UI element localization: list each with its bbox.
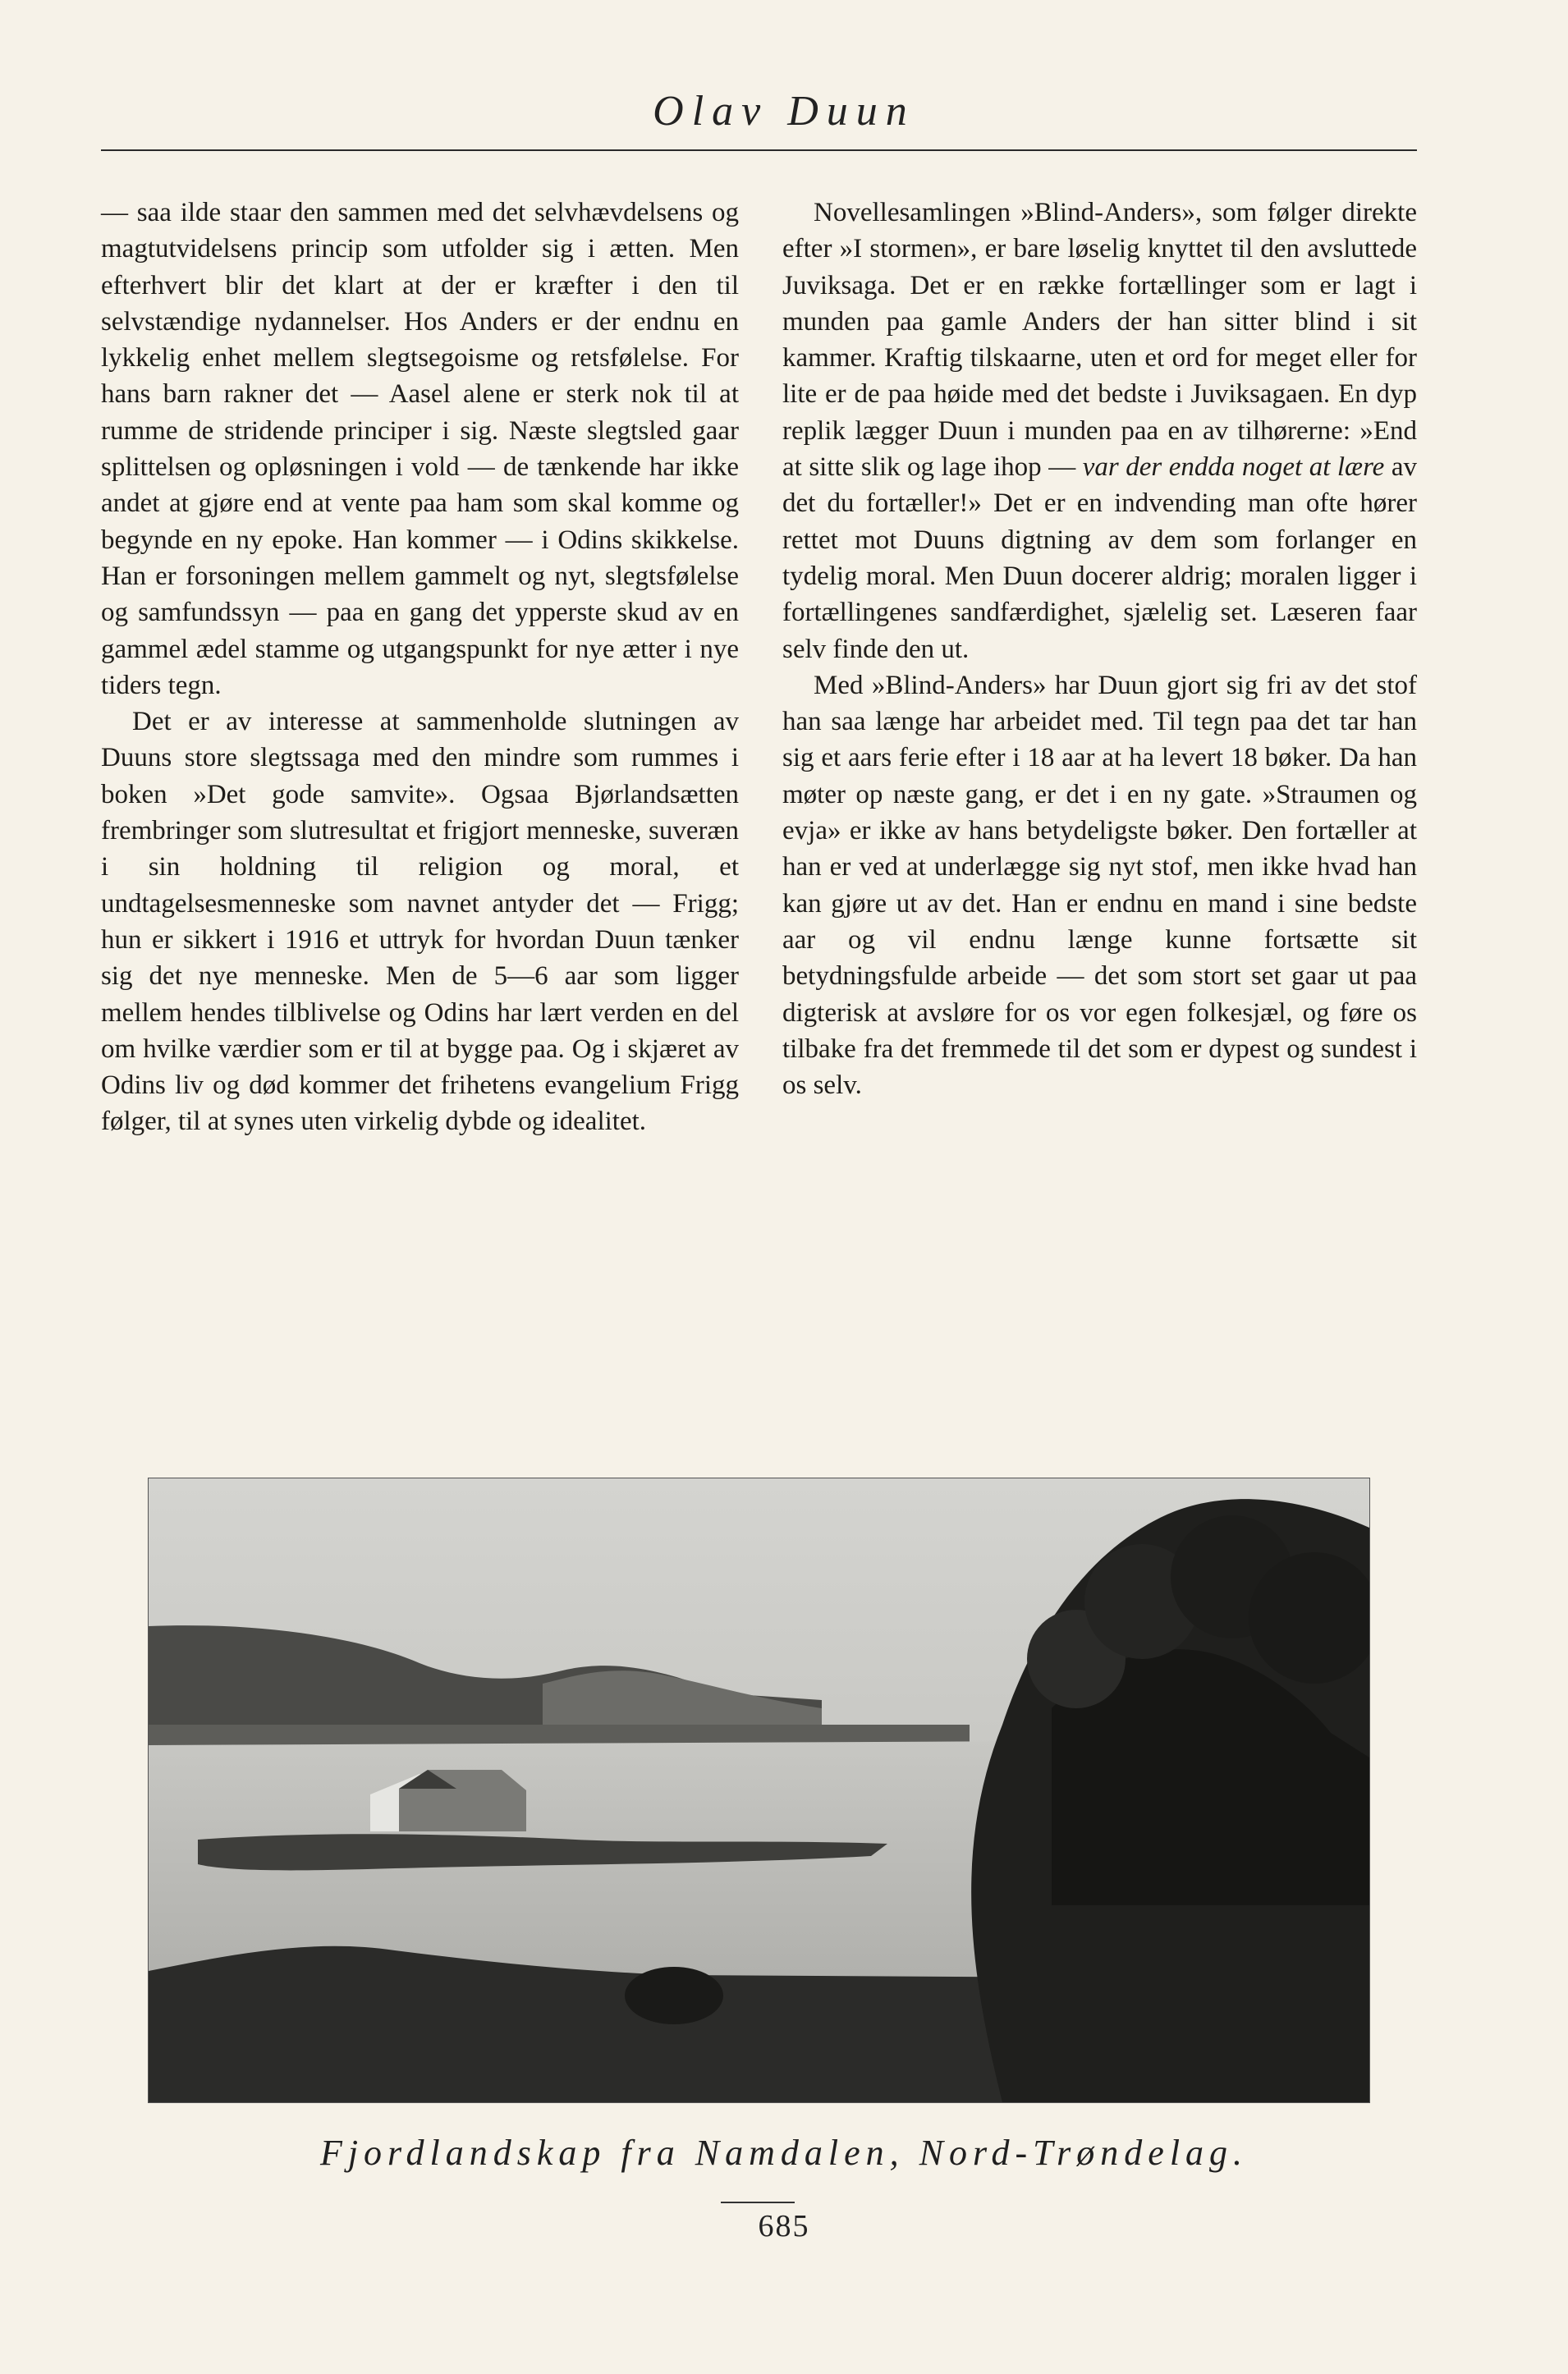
paragraph: Med »Blind-Anders» har Duun gjort sig fri av det stof han saa længe har arbeidet med. Til tegn paa det tar han sig et aars ferie efter i 18 aar at ha levert 18 bøker. Da han møter op næste gang, er det i en ny gate. »Straumen og evja» er ikke av hans betydeligste bøker. Den fortæller at han er ved at underlægge sig nyt stof, men ikke hvad han kan gjøre ut av det. Han er endnu en mand i sine bedste aar og vil endnu længe kunne fortsætte sit betydningsfulde arbeide — det som stort set gaar ut paa digterisk at avsløre for os vor egen folkesjæl, og føre os tilbake fra det fremmede til det som er dypest og sundest i os selv.	[782, 670, 1417, 1101]
left-column	[101, 195, 739, 1140]
paragraph-text: Novellesamlingen »Blind-Anders», som følger direkte efter »I stormen», er bare løselig knyttet til den avsluttede Juviksaga. Det er en række fortællinger som er lagt i munden paa gamle Anders der han sitter blind i sit kammer. Kraftig tilskaarne, uten et ord for meget eller for lite er de paa høide med det bedste i Juviksagaen. En dyp replik lægger Duun i munden paa en av tilhørerne: »End at sitte slik og lage ihop —	[782, 198, 1417, 483]
header-rule	[101, 149, 1417, 151]
paragraph: — saa ilde staar den sammen med det selvhævdelsens og magtutvidelsens princip som utfolder sig i ætten. Men efterhvert blir det klart at der er kræfter i den til selvstændige nydannelser. Hos Anders er der endnu en lykkelig enhet mellem slegtsegoisme og retsfølelse. For hans barn rakner det — Aasel alene er sterk nok til at rumme de stridende principer i sig. Næste slegtsled gaar splittelsen og opløsningen i vold — de tænkende har ikke andet at gjøre end at vente paa ham som skal komme og begynde en ny epoke. Han kommer — i Odins skikkelse. Han er forsoningen mellem gammelt og nyt, slegtsfølelse og samfundssyn — paa en gang det ypperste skud av en gammel ædel stamme og utgangspunkt for nye ætter i nye tiders tegn.	[101, 198, 739, 700]
fjord-landscape-illustration	[149, 1478, 1369, 2102]
paragraph-text: av det du fortæller!» Det er en indvending man ofte hører rettet mot Duuns digtning av dem som forlanger en tydelig moral. Men Duun docerer aldrig; moralen ligger i fortællingenes sandfærdighet, sjælelig set. Læseren faar selv finde den ut.	[782, 452, 1418, 664]
fjord-photograph	[148, 1478, 1370, 2103]
italic-quote: var der endda noget at lære	[1082, 452, 1385, 483]
paragraph: Det er av interesse at sammenholde slutningen av Duuns store slegtssaga med den mindre som rummes i boken »Det gode samvite». Ogsaa Bjørlandsætten frembringer som slutresultat et frigjort menneske, suveræn i sin holdning til religion og moral, et undtagelsesmenneske som navnet antyder det — Frigg; hun er sikkert i 1916 et uttryk for hvordan Duun tænker sig det nye menneske. Men de 5—6 aar som ligger mellem hendes tilblivelse og Odins har lært verden en del om hvilke værdier som er til at bygge paa. Og i skjæret av Odins liv og død kommer det frihetens evangelium Frigg følger, til at synes uten virkelig dybde og idealitet.	[101, 707, 739, 1137]
figure-caption: Fjordlandskap fra Namdalen, Nord-Trøndelag.	[319, 2133, 1249, 2173]
paragraph	[782, 195, 1417, 667]
right-column	[782, 195, 1417, 1103]
running-header: Olav Duun	[653, 88, 915, 135]
page-number-rule	[721, 2202, 795, 2203]
page-number: 685	[758, 2209, 810, 2243]
